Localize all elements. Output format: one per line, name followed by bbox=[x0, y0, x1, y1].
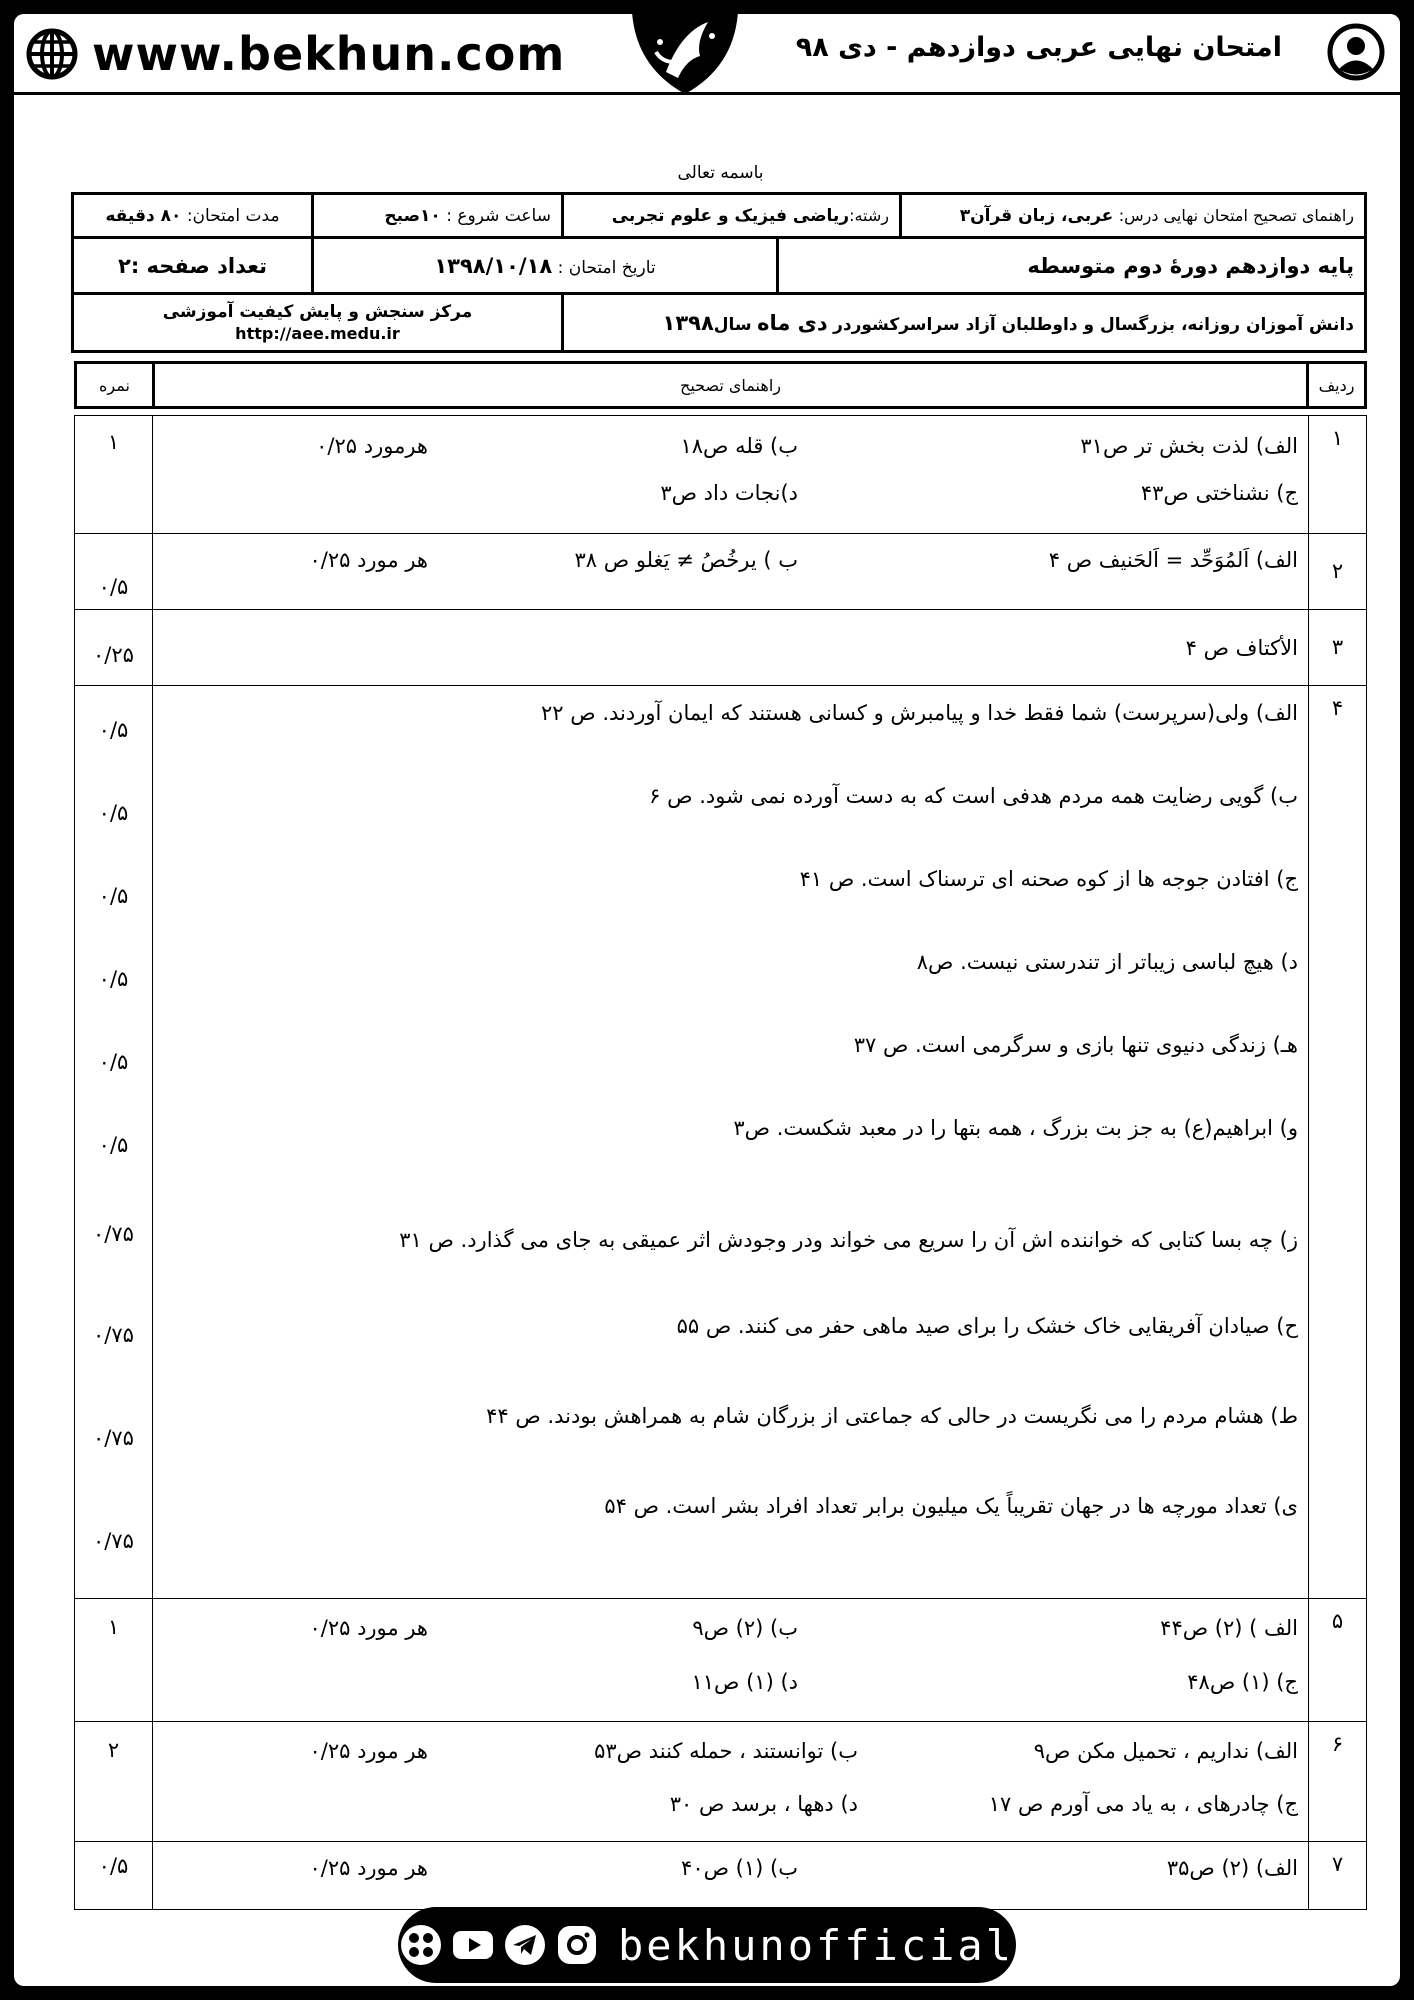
score: ۰/۲۵ bbox=[75, 610, 153, 686]
youtube-icon[interactable] bbox=[452, 1924, 494, 1966]
question-row bbox=[75, 686, 1367, 1599]
score: ۰/۵ bbox=[98, 967, 129, 991]
grade-cell: پایه دوازدهم دورهٔ دوم متوسطه bbox=[778, 238, 1366, 294]
answer-text bbox=[153, 416, 1309, 534]
per-item-score: هر مورد ۰/۲۵ bbox=[309, 548, 428, 572]
per-item-score: هر مورد ۰/۲۵ bbox=[309, 1739, 428, 1763]
per-item-score: هر مورد ۰/۲۵ bbox=[309, 1856, 428, 1880]
question-row bbox=[75, 1599, 1367, 1722]
answer-b: ب) (۱) ص۴۰ bbox=[681, 1856, 798, 1880]
answer-c: ج) (۱) ص۴۸ bbox=[1187, 1670, 1298, 1694]
question-number: ۳ bbox=[1309, 610, 1367, 686]
question-number: ۶ bbox=[1309, 1722, 1367, 1842]
center-cell bbox=[72, 294, 562, 352]
answer-d: د)نجات داد ص۳ bbox=[660, 481, 798, 505]
translation-item: د) هیچ لباسی زیباتر از تندرستی نیست. ص۸ bbox=[916, 950, 1298, 974]
castbox-icon[interactable] bbox=[400, 1924, 442, 1966]
students-cell: دانش آموزان روزانه، بزرگسال و داوطلبان آزاد سراسرکشوردر دی ماه سال۱۳۹۸ bbox=[562, 294, 1365, 352]
field-cell: رشته:ریاضی فیزیک و علوم تجربی bbox=[562, 194, 900, 238]
answer-a: الف) لذت بخش تر ص۳۱ bbox=[1080, 434, 1298, 458]
score: ۲ bbox=[75, 1722, 153, 1842]
answer-b: ب) (۲) ص۹ bbox=[692, 1616, 798, 1640]
question-row bbox=[75, 1842, 1367, 1910]
score: ۰/۷۵ bbox=[93, 1323, 134, 1347]
answer-a: الف) اَلمُوَحِّد = اَلحَنیف ص ۴ bbox=[1048, 548, 1298, 572]
answer-text bbox=[153, 686, 1309, 1599]
start-time-cell: ساعت شروع : ۱۰صبح bbox=[312, 194, 562, 238]
user-icon[interactable] bbox=[1326, 22, 1386, 82]
question-row bbox=[75, 416, 1367, 534]
answer-a: الف) نداریم ، تحمیل مکن ص۹ bbox=[1033, 1739, 1298, 1763]
score: ۰/۵ bbox=[75, 534, 153, 610]
site-url[interactable]: www.bekhun.com bbox=[92, 27, 566, 81]
answer-text bbox=[153, 534, 1309, 610]
translation-item: ی) تعداد مورچه ها در جهان تقریباً یک میلیون برابر تعداد افراد بشر است. ص ۵۴ bbox=[604, 1494, 1298, 1518]
exam-title: امتحان نهایی عربی دوازدهم - دی ۹۸ bbox=[795, 32, 1282, 63]
score: ۰/۵ bbox=[98, 884, 129, 908]
exam-date-cell: تاریخ امتحان : ۱۳۹۸/۱۰/۱۸ bbox=[312, 238, 777, 294]
question-row bbox=[75, 1722, 1367, 1842]
question-row bbox=[75, 610, 1367, 686]
instagram-icon[interactable] bbox=[556, 1924, 598, 1966]
answer-text bbox=[153, 1842, 1309, 1910]
score: ۰/۵ bbox=[98, 1133, 129, 1157]
question-row bbox=[75, 534, 1367, 610]
exam-info-table bbox=[71, 192, 1367, 353]
answer-text: الأکتاف ص ۴ bbox=[153, 610, 1309, 686]
site-banner bbox=[14, 14, 1400, 95]
course-cell: راهنمای تصحیح امتحان نهایی درس: عربی، زبان قرآن۳ bbox=[901, 194, 1366, 238]
question-number: ۷ bbox=[1309, 1842, 1367, 1910]
answer-d: د) دهها ، برسد ص ۳۰ bbox=[669, 1792, 858, 1816]
score: ۰/۷۵ bbox=[93, 1426, 134, 1450]
col-row: ردیف bbox=[1308, 363, 1366, 408]
translation-item: ج) افتادن جوجه ها از کوه صحنه ای ترسناک است. ص ۴۱ bbox=[799, 867, 1298, 891]
question-number: ۲ bbox=[1309, 534, 1367, 610]
translation-item: ب) گویی رضایت همه مردم هدفی است که به دست آورده نمی شود. ص ۶ bbox=[649, 784, 1298, 808]
question-number: ۵ bbox=[1309, 1599, 1367, 1722]
answer-b: ب ) یرخُصُ ≠ یَغلو ص ۳۸ bbox=[574, 548, 798, 572]
answer-d: د) (۱) ص۱۱ bbox=[691, 1670, 798, 1694]
score: ۱ bbox=[75, 416, 153, 534]
social-handle[interactable]: bekhunofficial bbox=[617, 1920, 1014, 1970]
center-url[interactable]: http://aee.medu.ir bbox=[235, 323, 400, 343]
col-guide: راهنمای تصحیح bbox=[154, 363, 1308, 408]
answer-c: ج) چادرهای ، به یاد می آورم ص ۱۷ bbox=[988, 1792, 1298, 1816]
question-number: ۴ bbox=[1309, 686, 1367, 1599]
per-item-score: هرمورد ۰/۲۵ bbox=[316, 434, 428, 458]
page-count-cell: تعداد صفحه :۲ bbox=[72, 238, 312, 294]
translation-item: ز) چه بسا کتابی که خواننده اش آن را سریع می خواند ودر وجودش اثر عمیقی به جای می گذارد. ص ۳۱ bbox=[399, 1228, 1298, 1252]
score: ۰/۵ bbox=[98, 801, 129, 825]
score: ۰/۷۵ bbox=[93, 1222, 134, 1246]
score: ۰/۵ bbox=[75, 1842, 153, 1910]
answer-c: ج) نشناختی ص۴۳ bbox=[1140, 481, 1298, 505]
exam-answer-page bbox=[14, 14, 1400, 1986]
center-name: مرکز سنجش و پایش کیفیت آموزشی bbox=[162, 301, 473, 322]
answer-text bbox=[153, 1599, 1309, 1722]
globe-icon bbox=[26, 28, 78, 80]
bekhun-logo bbox=[626, 14, 744, 102]
column-header bbox=[74, 361, 1367, 409]
social-footer bbox=[398, 1907, 1016, 1983]
answer-a: الف ) (۲) ص۴۴ bbox=[1160, 1616, 1298, 1640]
answer-b: ب) توانستند ، حمله کنند ص۵۳ bbox=[594, 1739, 858, 1763]
answer-text bbox=[153, 1722, 1309, 1842]
translation-item: و) ابراهیم(ع) به جز بت بزرگ ، همه بتها را در معبد شکست. ص۳ bbox=[733, 1116, 1298, 1140]
translation-item: الف) ولی(سرپرست) شما فقط خدا و پیامبرش و کسانی هستند که ایمان آوردند. ص ۲۲ bbox=[541, 701, 1298, 725]
per-item-score: هر مورد ۰/۲۵ bbox=[309, 1616, 428, 1640]
answer-a: الف) (۲) ص۳۵ bbox=[1166, 1856, 1298, 1880]
score: ۱ bbox=[75, 1599, 153, 1722]
answers-table bbox=[74, 415, 1367, 1910]
score: ۰/۵ bbox=[98, 718, 129, 742]
translation-item: ح) صیادان آفریقایی خاک خشک را برای صید ماهی حفر می کنند. ص ۵۵ bbox=[676, 1314, 1298, 1338]
telegram-icon[interactable] bbox=[504, 1924, 546, 1966]
translation-item: هـ) زندگی دنیوی تنها بازی و سرگرمی است. ص ۳۷ bbox=[853, 1033, 1298, 1057]
site-link[interactable] bbox=[26, 26, 565, 82]
bismillah: باسمه تعالی bbox=[677, 163, 764, 183]
col-score: نمره bbox=[76, 363, 154, 408]
question-number: ۱ bbox=[1309, 416, 1367, 534]
translation-item: ط) هشام مردم را می نگریست در حالی که جماعتی از بزرگان شام به همراهش بودند. ص ۴۴ bbox=[486, 1404, 1298, 1428]
answer-key bbox=[74, 154, 1367, 1910]
score: ۰/۷۵ bbox=[93, 1529, 134, 1553]
score-column bbox=[75, 686, 153, 1599]
answer-b: ب) قله ص۱۸ bbox=[680, 434, 798, 458]
score: ۰/۵ bbox=[98, 1050, 129, 1074]
duration-cell: مدت امتحان: ۸۰ دقیقه bbox=[72, 194, 312, 238]
